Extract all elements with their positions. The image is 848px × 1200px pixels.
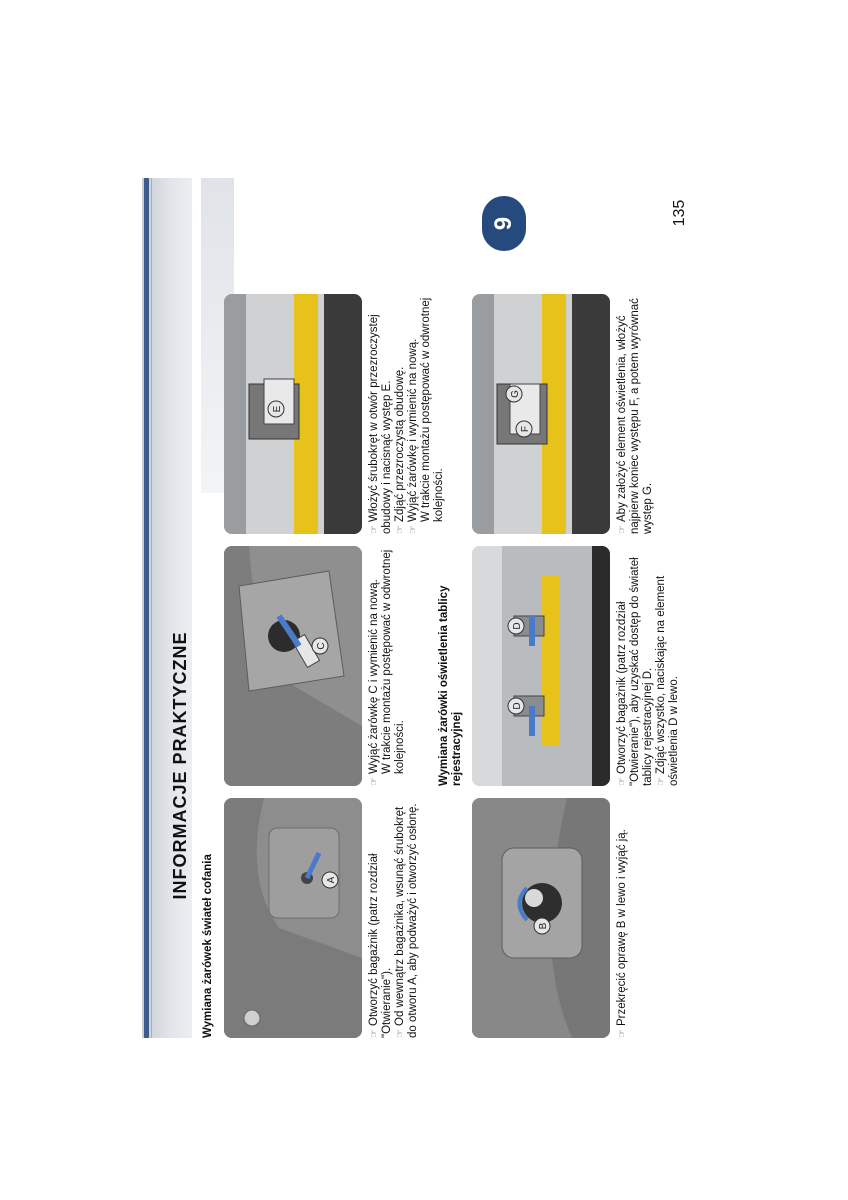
rotated-page xyxy=(142,178,706,1038)
step-item: ☞Otworzyć bagażnik (patrz rozdział "Otwieranie"). xyxy=(368,853,393,1038)
steps-fitting xyxy=(616,294,655,534)
hand-pointer-icon: ☞ xyxy=(408,525,419,534)
step-item: ☞Aby założyć element oświetlenia, włożyć najpierw koniec występu F, a potem wyrównać występ G. xyxy=(616,298,654,534)
photo-bulb-holder xyxy=(472,798,610,1038)
lens-fitting-illustration xyxy=(472,294,610,534)
steps-reverse-top xyxy=(368,798,420,1038)
hand-pointer-icon: ☞ xyxy=(369,1029,380,1038)
plate-lights-illustration xyxy=(472,546,610,786)
step-item: ☞Włożyć śrubokręt w otwór przezroczystej obudowy i nacisnąć występ E. xyxy=(368,314,393,534)
note-reverse-order-2: W trakcie montażu postępować w odwrotnej kolejności. xyxy=(420,297,445,522)
steps-reverse-bottom xyxy=(616,798,629,1038)
photo-lens-removal xyxy=(224,294,362,534)
callout-e: E xyxy=(272,405,283,413)
bulb-holder-illustration xyxy=(472,798,610,1038)
section-heading-plate: Wymiana żarówki oświetlenia tablicy rejestracyjnej xyxy=(438,585,463,786)
step-item: ☞Wyjąć żarówkę C i wymienić na nową. xyxy=(368,579,380,786)
header-accent-thin-line xyxy=(151,178,152,1038)
bulb-replace-illustration xyxy=(224,546,362,786)
hand-pointer-icon: ☞ xyxy=(369,777,380,786)
header-accent-line xyxy=(144,178,149,1038)
hand-pointer-icon: ☞ xyxy=(617,525,628,534)
step-item: ☞Zdjąć przezroczystą obudowę. xyxy=(394,366,406,534)
steps-bulb-replace xyxy=(368,546,407,786)
page-title: INFORMACJE PRAKTYCZNE xyxy=(170,631,190,900)
note-reverse-order: W trakcie montażu postępować w odwrotnej kolejności. xyxy=(381,549,406,774)
callout-g: G xyxy=(510,390,521,398)
step-item: ☞Przekręcić oprawę B w lewo i wyjąć ją. xyxy=(616,829,628,1038)
hand-pointer-icon: ☞ xyxy=(617,777,628,786)
photo-lens-fitting xyxy=(472,294,610,534)
photo-bulb-replace xyxy=(224,546,362,786)
step-item: ☞Wyjąć żarówkę i wymienić na nową. xyxy=(407,338,419,534)
callout-d-right: D xyxy=(512,622,523,630)
callout-f: F xyxy=(520,425,531,433)
step-item: ☞Otworzyć bagażnik (patrz rozdział "Otwieranie"), aby uzyskać dostęp do świateł tablicy rejestracyjnej D. xyxy=(616,557,654,786)
callout-d-left: D xyxy=(512,702,523,710)
hand-pointer-icon: ☞ xyxy=(617,1029,628,1038)
callout-b: B xyxy=(538,922,549,930)
section-heading-reverse: Wymiana żarówek świateł cofania xyxy=(202,854,214,1038)
callout-a: A xyxy=(326,876,337,884)
step-item: ☞Od wewnątrz bagażnika, wsunąć śrubokręt do otworu A, aby podważyć i otworzyć osłonę. xyxy=(394,803,419,1038)
photo-trunk-cover xyxy=(224,798,362,1038)
hand-pointer-icon: ☞ xyxy=(656,777,667,786)
page-number: 135 xyxy=(671,199,688,227)
step-item: ☞Zdjąć wszystko, naciskając na element oświetlenia D w lewo. xyxy=(655,575,680,786)
chapter-badge: 9 xyxy=(482,196,526,251)
steps-plate xyxy=(616,546,681,786)
hand-pointer-icon: ☞ xyxy=(395,1029,406,1038)
lens-removal-illustration xyxy=(224,294,362,534)
trunk-cover-illustration xyxy=(224,798,362,1038)
photo-plate-lights xyxy=(472,546,610,786)
hand-pointer-icon: ☞ xyxy=(369,525,380,534)
callout-c: C xyxy=(316,642,327,650)
steps-lens xyxy=(368,294,446,534)
hand-pointer-icon: ☞ xyxy=(395,525,406,534)
